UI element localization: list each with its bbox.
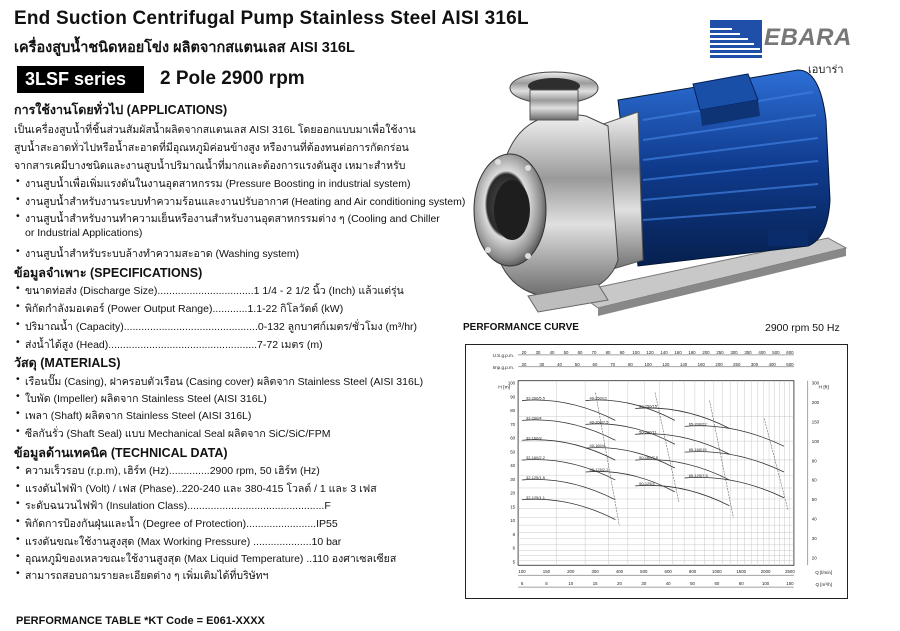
curve-label: 50-250/15 (639, 403, 657, 409)
tick-label: 20 (510, 490, 516, 496)
tick-label: 60 (714, 581, 720, 587)
tick-label: 100 (518, 569, 526, 575)
tick-label: 20 (811, 555, 817, 561)
tick-label: 60 (811, 477, 817, 483)
tick-label: 80 (510, 408, 516, 414)
tick-label: 500 (772, 349, 780, 355)
tick-label: 400 (768, 361, 776, 367)
tick-label: 200 (715, 361, 723, 367)
technical-heading: ข้อมูลด้านเทคนิค (TECHNICAL DATA) (14, 446, 228, 460)
materials-heading: วัสดุ (MATERIALS) (14, 356, 121, 370)
tick-label: 2500 (785, 569, 795, 575)
tick-label: 100 (632, 349, 640, 355)
tick-label: 40 (549, 349, 555, 355)
tick-label: 60 (577, 349, 583, 355)
list-item-continuation: or Industrial Applications) (25, 227, 143, 239)
tick-label: 500 (640, 569, 648, 575)
performance-curve-line (635, 434, 729, 454)
list-item: • พิกัดกำลังมอเตอร์ (Power Output Range)............1.1-22 กิโลวัตต์ (kW) (16, 300, 343, 317)
tick-label: 350 (744, 349, 752, 355)
curve-label: 32-200/4 (526, 415, 542, 421)
applications-intro-line: เป็นเครื่องสูบน้ำที่ชิ้นส่วนสัมผัสน้ำผลิตจากสแตนเลส AISI 316L โดยออกแบบมาเพื่อใช้งาน (14, 124, 416, 136)
tick-label: 40 (665, 581, 671, 587)
list-item: • สามารถสอบถามรายละเอียดต่าง ๆ เพิ่มเติมได้ที่บริษัทฯ (16, 567, 268, 584)
tick-label: 300 (730, 349, 738, 355)
tick-label: 200 (567, 569, 575, 575)
tick-label: 800 (688, 569, 697, 575)
list-item: • ซีลกันรั่ว (Shaft Seal) แบบ Mechanical Seal ผลิตจาก SiC/SiC/FPM (16, 425, 330, 442)
tick-label: 30 (510, 476, 516, 482)
tick-label: 30 (535, 349, 541, 355)
curve-label: 40-250/11 (589, 395, 608, 401)
tick-label: 40 (811, 516, 817, 522)
tick-label: 5 (512, 559, 516, 565)
tick-label: 100 (507, 380, 516, 386)
performance-curve-chart (465, 344, 848, 599)
performance-curve-line (586, 400, 675, 420)
tick-label: 600 (786, 349, 794, 355)
tick-label: 300 (811, 380, 820, 386)
tick-label: 50 (811, 497, 817, 503)
tick-label: 80 (605, 349, 611, 355)
axis-label: Imp.g.p.m. (492, 364, 515, 370)
tick-label: 80 (811, 458, 817, 464)
tick-label: 100 (811, 438, 820, 444)
axis-label: Q [l/min] (815, 570, 833, 576)
curve-label: 65-160/15 (688, 447, 707, 453)
tick-label: 100 (761, 581, 770, 587)
tick-label: 10 (568, 581, 574, 587)
tick-label: 50 (574, 361, 580, 367)
tick-label: 40 (510, 463, 516, 469)
tick-label: 400 (615, 569, 624, 575)
curve-label: 40-125/2.2 (589, 467, 609, 473)
performance-curve-line (586, 471, 675, 491)
curve-label: 65-200/22 (688, 421, 707, 427)
tick-label: 6 (520, 581, 524, 587)
page-title: End Suction Centrifugal Pump Stainless Steel AISI 316L (14, 8, 529, 29)
tick-label: 80 (627, 361, 633, 367)
tick-label: 100 (644, 361, 652, 367)
tick-label: 2000 (760, 569, 771, 575)
tick-label: 150 (811, 419, 820, 425)
curve-label: 32-125/1.5 (526, 474, 545, 480)
tick-label: 70 (610, 361, 616, 367)
curve-label: 50-200/11 (639, 429, 657, 435)
tick-label: 150 (786, 581, 794, 587)
page-title-thai: เครื่องสูบน้ำชนิดหอยโข่ง ผลิตจากสแตนเลส AISI 316L (14, 40, 355, 56)
tick-label: 140 (679, 361, 688, 367)
curve-label: 40-160/4 (589, 443, 606, 449)
tick-label: 300 (591, 569, 599, 575)
brand-mark-icon (710, 20, 762, 58)
pump-image (468, 60, 848, 325)
axis-label: H [m] (498, 385, 511, 391)
performance-curve-line (635, 460, 729, 480)
tick-label: 20 (521, 349, 527, 355)
tick-label: 1500 (736, 569, 747, 575)
performance-curve-speed: 2900 rpm 50 Hz (765, 322, 840, 334)
list-item: • ใบพัด (Impeller) ผลิตจาก Stainless Steel (AISI 316L) (16, 390, 267, 407)
tick-label: 8 (545, 581, 548, 587)
tick-label: 250 (733, 361, 741, 367)
brand-name: EBARA (764, 24, 852, 51)
tick-label: 300 (750, 361, 759, 367)
list-item: • ปริมาณน้ำ (Capacity)..............................................0-132 ลูกบาศก์เมตร/ชั่วโมง (m³/hr) (16, 318, 417, 335)
tick-label: 50 (510, 449, 516, 455)
performance-table-caption: PERFORMANCE TABLE *KT Code = E061-XXXX (16, 615, 265, 627)
specifications-heading: ข้อมูลจำเพาะ (SPECIFICATIONS) (14, 266, 203, 280)
list-item: • งานสูบน้ำสำหรับระบบล้างทำความสะอาด (Washing system) (16, 245, 299, 262)
tick-label: 160 (697, 361, 705, 367)
list-item: • งานสูบน้ำสำหรับงานทำความเย็นหรืองานสำหรับงานอุตสาหกรรมต่าง ๆ (Cooling and Chiller (16, 210, 440, 227)
tick-label: 120 (646, 349, 654, 355)
series-speed: 2 Pole 2900 rpm (160, 68, 305, 89)
tick-label: 15 (592, 581, 598, 587)
axis-label: U.S.g.p.m. (492, 352, 515, 358)
list-item: • อุณหภูมิของเหลวขณะใช้งานสูงสุด (Max Liquid Temperature) ..110 องศาเซลเซียส (16, 550, 396, 567)
tick-label: 10 (510, 518, 516, 524)
tick-label: 1000 (712, 569, 722, 575)
tick-label: 500 (786, 361, 794, 367)
tick-label: 20 (617, 581, 622, 587)
list-item: • ขนาดท่อส่ง (Discharge Size).................................1 1/4 - 2 1/2 นิ้ว (Inch) แล้วแต่รุ่น (16, 282, 404, 299)
tick-label: 50 (690, 581, 695, 587)
list-item: • งานสูบน้ำสำหรับงานระบบทำความร้อนและงานปรับอากาศ (Heating and Air conditioning system) (16, 193, 465, 210)
tick-label: 20 (521, 361, 527, 367)
list-item: • แรงดันขณะใช้งานสูงสุด (Max Working Pressure) ....................10 bar (16, 533, 341, 550)
applications-heading: การใช้งานโดยทั่วไป (APPLICATIONS) (14, 103, 228, 117)
tick-label: 60 (592, 361, 598, 367)
tick-label: 70 (510, 421, 516, 427)
list-item: • เรือนปั๊ม (Casing), ฝาครอบตัวเรือน (Casing cover) ผลิตจาก Stainless Steel (AISI 316L) (16, 373, 423, 390)
performance-curve-title: PERFORMANCE CURVE (463, 322, 579, 333)
list-item: • แรงดันไฟฟ้า (Volt) / เฟส (Phase)..220-240 และ 380-415 โวลต์ / 1 และ 3 เฟส (16, 480, 377, 497)
series-badge: 3LSF series (17, 66, 144, 93)
tick-label: 60 (510, 435, 516, 441)
tick-label: 30 (539, 361, 545, 367)
list-item: • ความเร็วรอบ (r.p.m), เฮิร์ท (Hz)..............2900 rpm, 50 เฮิร์ท (Hz) (16, 462, 320, 479)
curve-label: 32-160/3 (526, 435, 542, 441)
curve-label: 32-200/5.5 (526, 395, 545, 401)
tick-label: 70 (591, 349, 597, 355)
curve-label: 65-125/7.5 (688, 472, 708, 478)
applications-intro-line: จากสารเคมีบางชนิดและงานสูบน้ำปริมาณน้ำที่มากและต้องการแรงดันสูง เหมาะสำหรับ (14, 160, 406, 172)
axis-label: Q [m³/h] (815, 582, 832, 588)
tick-label: 150 (542, 569, 551, 575)
list-item: • ระดับฉนวนไฟฟ้า (Insulation Class)...............................................F (16, 497, 331, 514)
tick-label: 40 (557, 361, 562, 367)
performance-curve-line (635, 485, 729, 505)
tick-label: 8 (512, 531, 516, 537)
performance-curve-line (522, 499, 615, 519)
list-item: • เพลา (Shaft) ผลิตจาก Stainless Steel (AISI 316L) (16, 407, 251, 424)
applications-intro-line: สูบน้ำสะอาดทั่วไปหรือน้ำสะอาดที่มีอุณหภูมิค่อนข้างสูง หรืองานที่ต้องทนต่อการกัดกร่อน (14, 142, 409, 154)
list-item: • พิกัดการป้องกันฝุ่นและน้ำ (Degree of Protection)........................IP55 (16, 515, 338, 532)
tick-label: 30 (641, 581, 647, 587)
list-item: • ส่งน้ำได้สูง (Head)...................................................7-72 เมตร (m) (16, 336, 323, 353)
tick-label: 90 (510, 394, 516, 400)
axis-label: H [ft] (818, 385, 829, 391)
tick-label: 30 (811, 535, 817, 541)
performance-curve-line (635, 408, 729, 428)
brand-name-thai: เอบาร่า (808, 64, 844, 76)
tick-label: 160 (674, 349, 682, 355)
tick-label: 250 (716, 349, 724, 355)
tick-label: 15 (510, 504, 516, 510)
curve-label: 32-125/1.1 (526, 494, 545, 500)
tick-label: 6 (512, 545, 516, 551)
performance-curve-line (586, 448, 675, 468)
tick-label: 120 (662, 361, 670, 367)
tick-label: 90 (619, 349, 625, 355)
tick-label: 400 (758, 349, 766, 355)
curve-label: 32-160/2.2 (526, 455, 545, 461)
tick-label: 200 (702, 349, 710, 355)
tick-label: 140 (660, 349, 668, 355)
tick-label: 180 (688, 349, 696, 355)
curve-label: 50-160/7.5 (639, 455, 659, 461)
tick-label: 600 (664, 569, 672, 575)
tick-label: 50 (563, 349, 569, 355)
curve-label: 40-200/7.5 (589, 419, 609, 425)
list-item: • งานสูบน้ำเพื่อเพิ่มแรงดันในงานอุตสาหกรรม (Pressure Boosting in industrial system) (16, 175, 410, 192)
curve-label: 50-125/4 (639, 480, 655, 486)
operating-limit-line (710, 401, 734, 518)
tick-label: 200 (811, 400, 820, 406)
tick-label: 80 (738, 581, 744, 587)
